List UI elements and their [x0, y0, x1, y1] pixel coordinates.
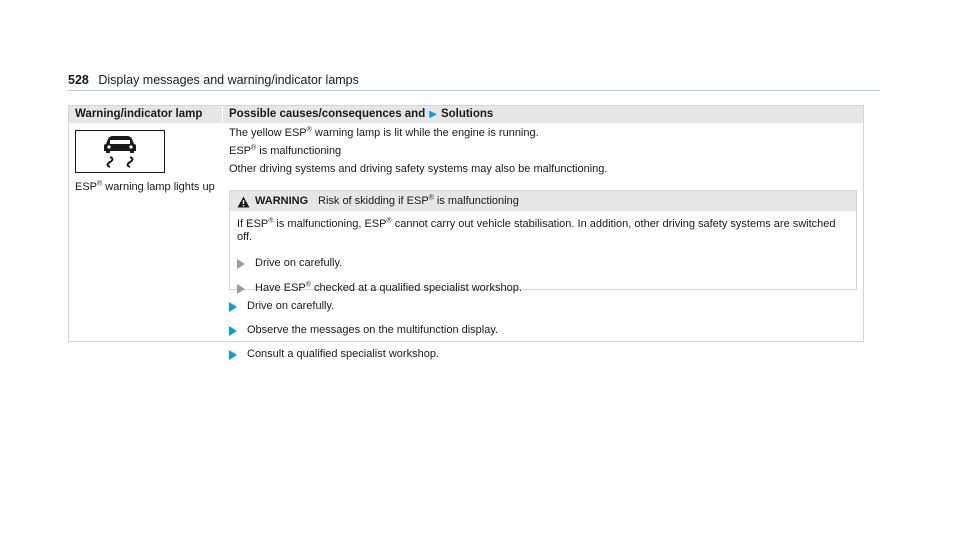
warning-text-part: If ESP — [237, 218, 269, 230]
warning-triangle-icon — [237, 195, 250, 215]
registered-mark: ® — [428, 194, 434, 202]
warning-title: WARNING — [255, 195, 309, 207]
solution-text: Observe the messages on the multifunction display. — [247, 324, 499, 336]
lamp-caption-text: warning lamp lights up — [102, 181, 215, 193]
solution-text: Drive on carefully. — [247, 300, 335, 312]
warning-step-text: Drive on carefully. — [255, 257, 343, 269]
solutions-list — [229, 300, 498, 361]
warning-text — [237, 218, 847, 244]
registered-mark: ® — [268, 217, 274, 225]
page-title: Display messages and warning/indicator lamps — [98, 73, 359, 87]
table-header — [69, 106, 863, 123]
warning-body — [237, 218, 847, 295]
warning-subtitle-text: is malfunctioning — [433, 195, 519, 207]
step-arrow-icon — [237, 284, 245, 294]
step-arrow-icon — [237, 259, 245, 269]
cause-line-3: Other driving systems and driving safety systems may also be malfunctioning. — [229, 163, 608, 175]
registered-mark: ® — [305, 281, 311, 289]
warning-box — [229, 190, 857, 294]
header-lamp: Warning/indicator lamp — [75, 108, 203, 120]
registered-mark: ® — [251, 144, 257, 152]
cause-text: is malfunctioning — [256, 145, 342, 157]
page-header — [68, 73, 880, 87]
warning-step — [237, 282, 847, 295]
warning-step-text — [255, 282, 522, 295]
warning-lamp-table — [68, 105, 864, 360]
causes-cell — [229, 124, 859, 360]
registered-mark: ® — [97, 180, 103, 188]
warning-subtitle-text: Risk of skidding if ESP — [318, 195, 429, 207]
lamp-caption — [75, 181, 215, 194]
step-arrow-icon — [229, 350, 237, 360]
step-arrow-icon — [229, 326, 237, 336]
warning-step — [237, 257, 847, 270]
step-arrow-icon — [229, 302, 237, 312]
cause-text: The yellow ESP — [229, 127, 307, 139]
lamp-caption-esp: ESP — [75, 181, 98, 193]
esp-skid-icon — [75, 130, 165, 173]
solution-text: Consult a qualified specialist workshop. — [247, 348, 439, 360]
solution-step — [229, 348, 498, 361]
cause-line-1 — [229, 127, 859, 140]
arrow-right-icon: ▶ — [429, 109, 437, 120]
warning-text-part: is malfunctioning, ESP — [273, 218, 387, 230]
registered-mark: ® — [386, 217, 392, 225]
header-solutions-text: Solutions — [440, 108, 494, 120]
warning-header — [230, 191, 856, 211]
warning-text-part: cannot carry out vehicle stabilisation. In addition, other driving safety systems are switched off. — [237, 218, 836, 243]
warning-subtitle — [318, 191, 519, 211]
solution-step — [229, 300, 498, 313]
cause-line-2 — [229, 145, 859, 158]
header-causes — [229, 106, 493, 123]
lamp-cell — [75, 130, 215, 194]
warning-step-text-part: checked at a qualified specialist workshop. — [310, 282, 522, 294]
header-causes-text: Possible causes/consequences and — [229, 108, 426, 120]
column-divider — [222, 106, 223, 341]
warning-step-text-part: Have ESP — [255, 282, 306, 294]
solution-step — [229, 324, 498, 337]
header-divider — [68, 90, 880, 91]
cause-text: warning lamp is lit while the engine is running. — [311, 127, 539, 139]
registered-mark: ® — [306, 126, 312, 134]
cause-text: ESP — [229, 145, 252, 157]
page-number: 528 — [68, 73, 89, 87]
